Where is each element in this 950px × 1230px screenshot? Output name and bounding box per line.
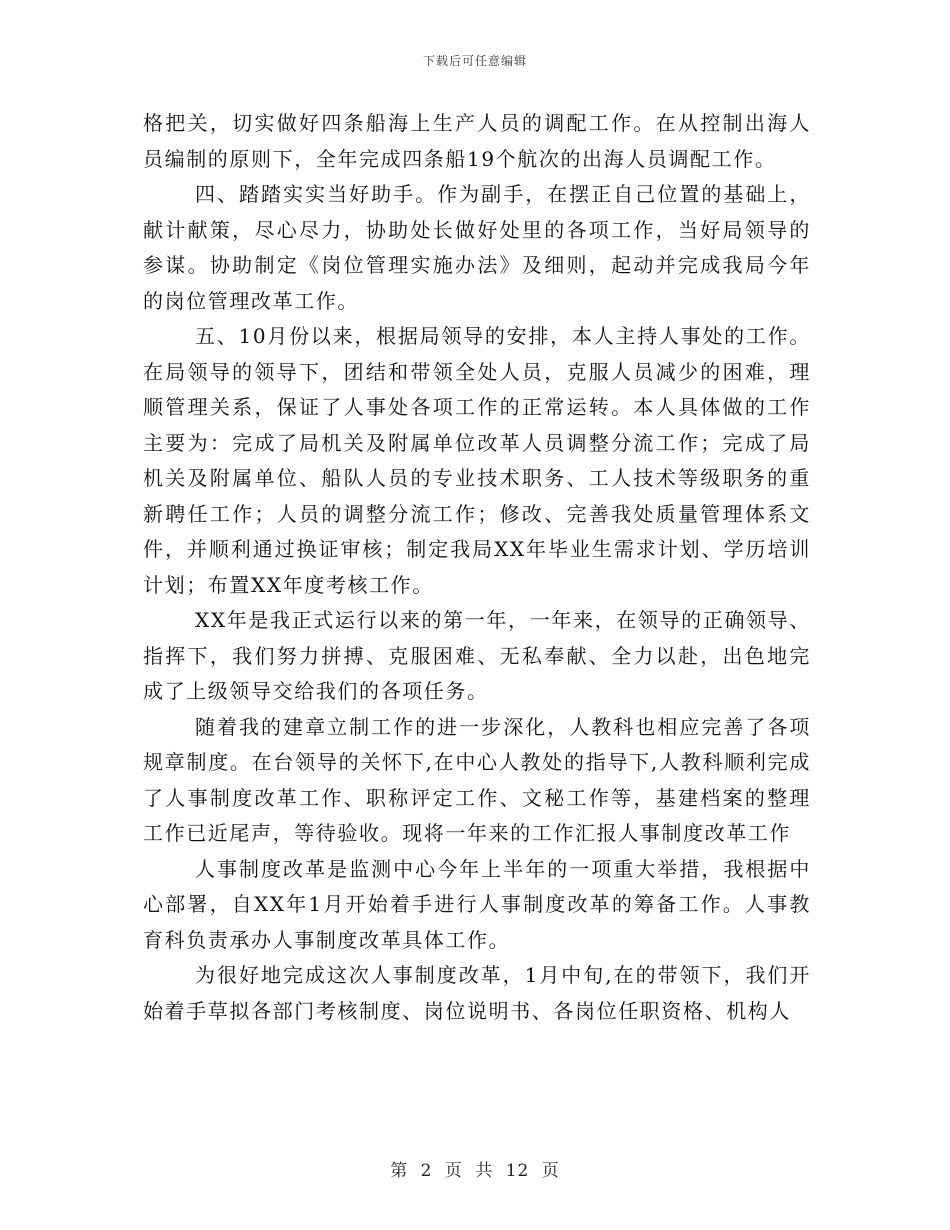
page-header-note: 下载后可任意编辑: [422, 54, 527, 68]
paragraph-continuation: 格把关，切实做好四条船海上生产人员的调配工作。在从控制出海人员编制的原则下，全年完成四条船19个航次的出海人员调配工作。: [143, 111, 811, 171]
document-body: [143, 106, 811, 1029]
paragraph-reform-start: 为很好地完成这次人事制度改革，1月中旬,在的带领下，我们开始着手草拟各部门考核制度、岗位说明书、各岗位任职资格、机构人: [143, 963, 811, 1023]
paragraph-assistant-role: 四、踏踏实实当好助手。作为副手，在摆正自己位置的基础上，献计献策，尽心尽力，协助处长做好处里的各项工作，当好局领导的参谋。协助制定《岗位管理实施办法》及细则，起动并完成我局今年的岗位管理改革工作。: [143, 182, 811, 313]
paragraph-october-work: 五、10月份以来，根据局领导的安排，本人主持人事处的工作。在局领导的领导下，团结和带领全处人员，克服人员减少的困难，理顺管理关系，保证了人事处各项工作的正常运转。本人具体做的工作主要为：完成了局机关及附属单位改革人员调整分流工作；完成了局机关及附属单位、船队人员的专业技术职务、工人技术等级职务的重新聘任工作；人员的调整分流工作；修改、完善我处质量管理体系文件，并顺利通过换证审核；制定我局XX年毕业生需求计划、学历培训计划；布置XX年度考核工作。: [143, 324, 811, 597]
page-number-footer: 第 2 页 共 12 页: [390, 1161, 560, 1181]
paragraph-reform-plan: 人事制度改革是监测中心今年上半年的一项重大举措，我根据中心部署，自XX年1月开始着手进行人事制度改革的筹备工作。人事教育科负责承办人事制度改革具体工作。: [143, 856, 811, 952]
paragraph-regulations: 随着我的建章立制工作的进一步深化，人教科也相应完善了各项规章制度。在台领导的关怀下,在中心人教处的指导下,人教科顺利完成了人事制度改革工作、职称评定工作、文秘工作等，基建档案的整理工作已近尾声，等待验收。现将一年来的工作汇报人事制度改革工作: [143, 714, 811, 845]
paragraph-first-year: XX年是我正式运行以来的第一年，一年来，在领导的正确领导、指挥下，我们努力拼搏、克服困难、无私奉献、全力以赴，出色地完成了上级领导交给我们的各项任务。: [143, 608, 811, 703]
